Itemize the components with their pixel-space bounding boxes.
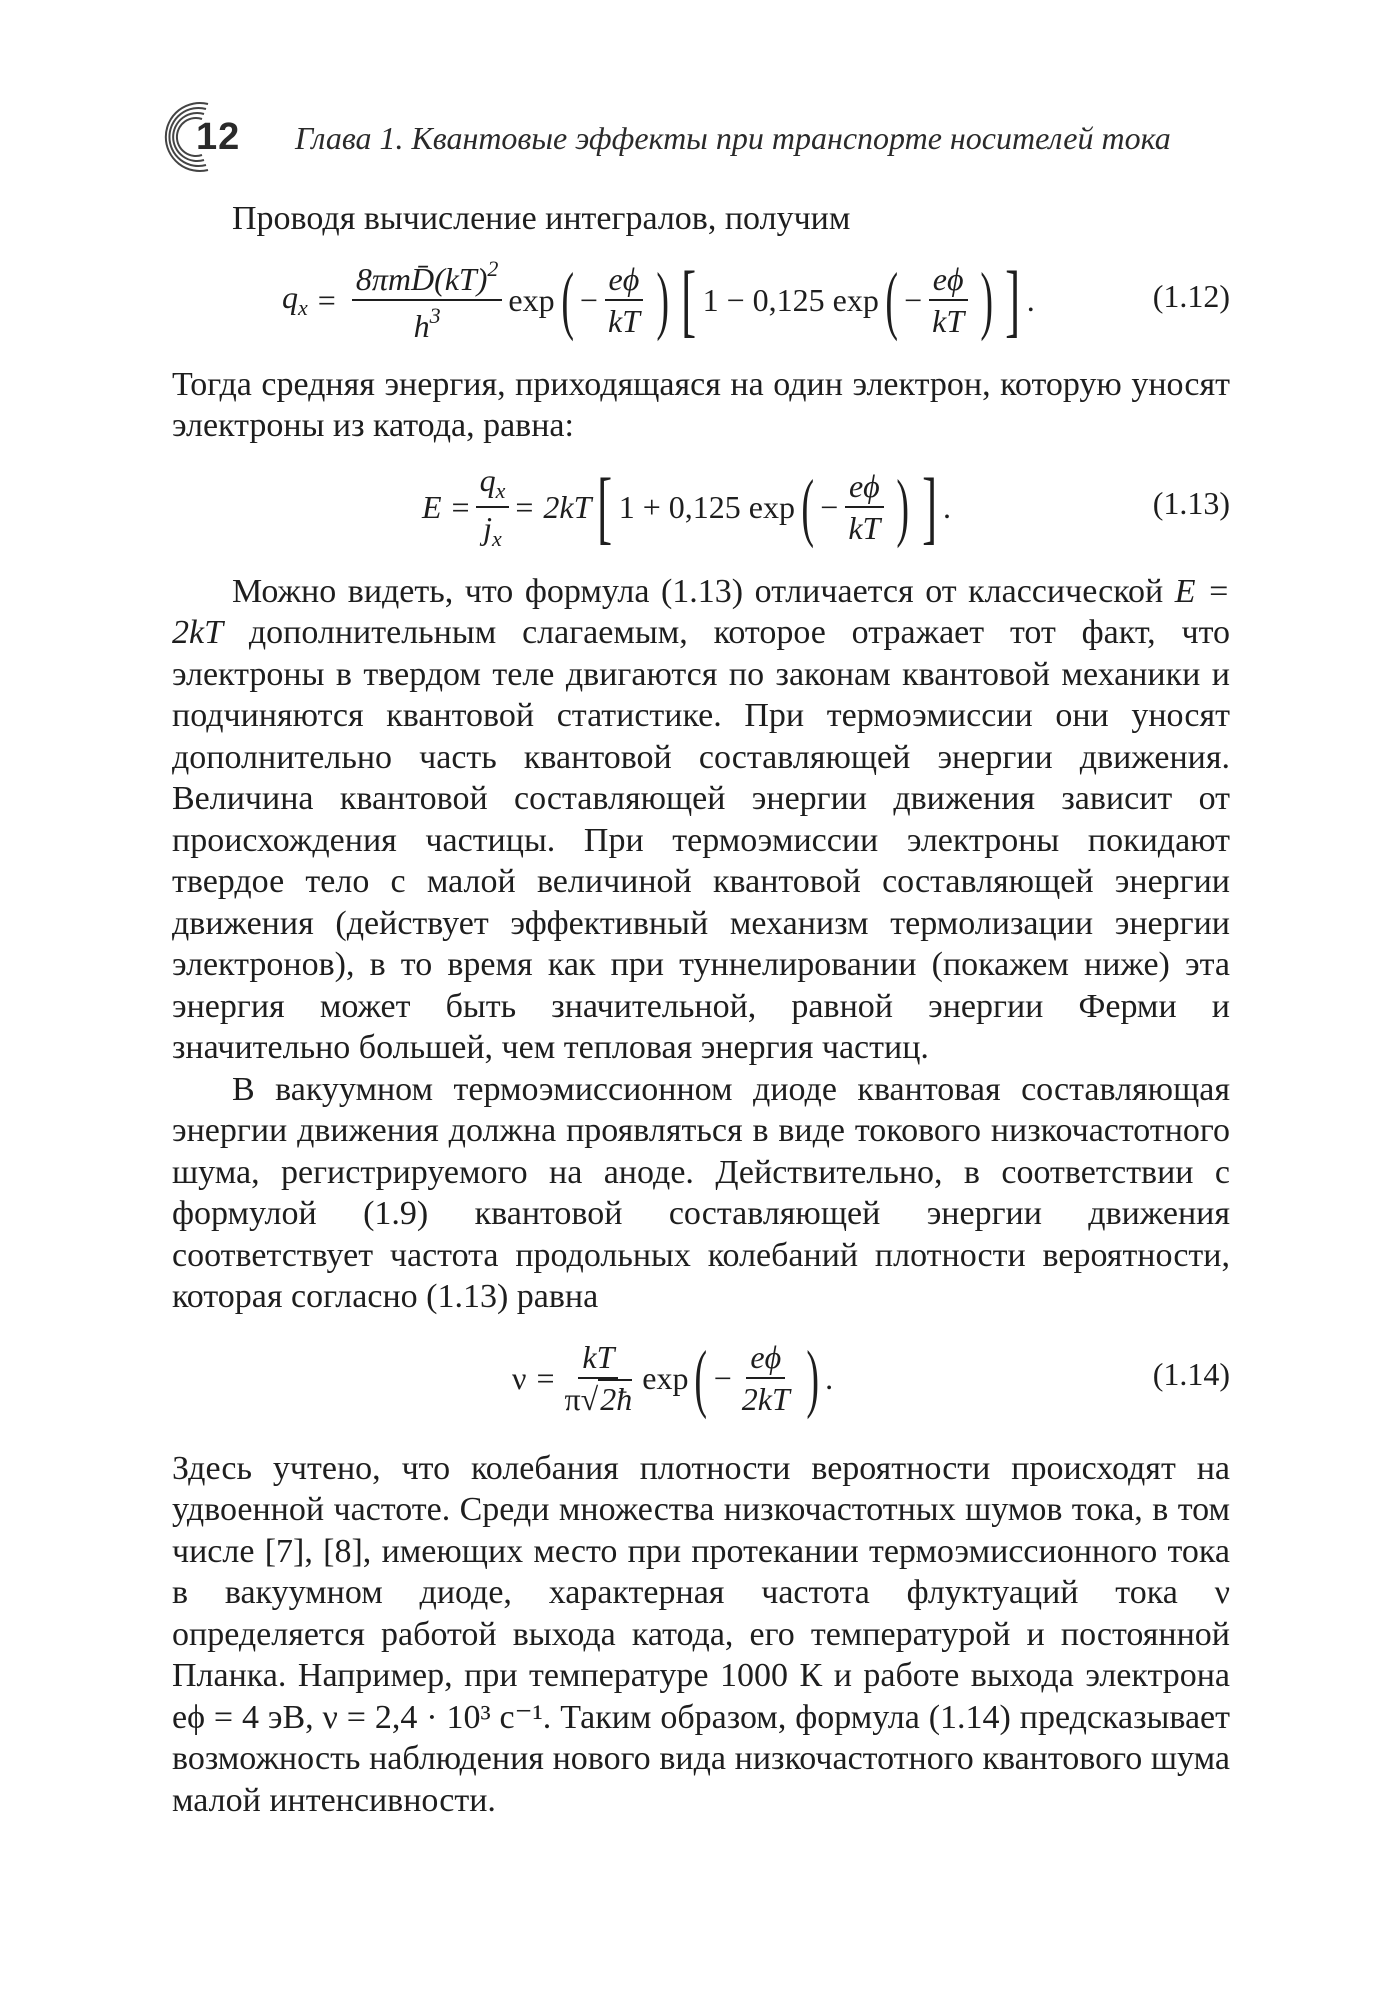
equation-1-13: E = $\frac{q_x}{j_x}$ = 2kT [ 1 + 0,125 exp ( − $\frac{e\phi}{kT}$ ) ] . (1.13) xyxy=(422,460,1230,552)
eq12-exp-fraction-2: $\frac{e\phi}{kT}$ xyxy=(928,263,968,337)
page-header xyxy=(160,96,1240,176)
paragraph-3: Можно видеть, что формула (1.13) отличается от классической E = 2kT дополнительным слагаемым, которое отражает тот факт, что электроны в твердом теле двигаются по законам квантовой механики и подчиняются квантовой статистике. При термоэмиссии они уносят дополнительно часть квантовой составляющей энергии движения. Величина квантовой составляющей энергии движения зависит от происхождения частицы. При термоэмиссии электроны покидают твердое тело с малой величиной квантовой составляющей энергии движения (действует эффективный механизм термолизации энергии электронов), в то время как при туннелировании (покажем ниже) эта энергия может быть значительной, равной энергии Ферми и значительно большей, чем тепловая энергия частиц. xyxy=(172,572,1230,1066)
paragraph-4: В вакуумном термоэмиссионном диоде квантовая составляющая энергии движения должна проявляться в виде токового низкочастотного шума, регистрируемого на аноде. Действительно, в соответствии с формулой (1.9) квантовой составляющей энергии движения соответствует частота продольных колебаний плотности вероятности, которая согласно (1.13) равна xyxy=(172,1070,1230,1315)
eq13-exp-fraction: $\frac{e\phi}{kT}$ xyxy=(844,470,884,544)
eq13-fraction: $\frac{q_x}{j_x}$ xyxy=(476,464,510,550)
eq13-lhs: E xyxy=(422,488,442,525)
equation-number-1-14: (1.14) xyxy=(1152,1355,1230,1392)
equation-number-1-13: (1.13) xyxy=(1152,484,1230,521)
paragraph-1: Проводя вычисление интегралов, получим xyxy=(232,200,851,237)
chapter-logo xyxy=(160,96,260,176)
page-number: 12 xyxy=(196,116,241,158)
equation-1-12: $q_x$ = $\frac{8\pi mD̄(kT)^2}{h^3}$ exp ( − $\frac{e\phi}{kT}$ ) [ 1 − 0,125 exp ( − $\frac{e\phi}{kT}$ ) ] . (1.12) xyxy=(282,253,1230,345)
eq14-lhs: ν xyxy=(512,1359,527,1396)
equation-number-1-12: (1.12) xyxy=(1152,277,1230,314)
paragraph-2: Тогда средняя энергия, приходящаяся на один электрон, которую уносят электроны из катода, равна: xyxy=(172,365,1230,444)
page-content xyxy=(172,198,1230,1821)
running-head: Глава 1. Квантовые эффекты при транспорте носителей тока xyxy=(295,120,1171,156)
eq14-fraction: $\frac{kT}{\pi√2ħ}$ xyxy=(564,1338,633,1417)
eq12-lhs: $q_x$ xyxy=(282,278,308,320)
eq14-exp-fraction: $\frac{e\phi}{2kT}$ xyxy=(741,1338,790,1417)
equation-1-14: ν = $\frac{kT}{\pi√2ħ}$ exp ( − $\frac{e\phi}{2kT}$ ) . (1.14) xyxy=(512,1335,1230,1420)
inline-formula-e-2kt: E = 2kT xyxy=(172,572,1230,651)
eq12-main-fraction: $\frac{8\pi mD̄(kT)^2}{h^3}$ xyxy=(352,258,503,342)
eq12-exp-fraction: $\frac{e\phi}{kT}$ xyxy=(604,263,644,337)
paragraph-5: Здесь учтено, что колебания плотности вероятности происходят на удвоенной частоте. Среди множества низкочастотных шумов тока, в том числе [7], [8], имеющих место при протекании термоэмиссионного тока в вакуумном диоде, характерная частота флуктуаций тока ν определяется работой выхода катода, его температурой и постоянной Планка. Например, при температуре 1000 К и работе выхода электрона eϕ = 4 эВ, ν = 2,4 · 10³ с⁻¹. Таким образом, формула (1.14) предсказывает возможность наблюдения нового вида низкочастотного квантового шума малой интенсивности. xyxy=(172,1449,1230,1819)
